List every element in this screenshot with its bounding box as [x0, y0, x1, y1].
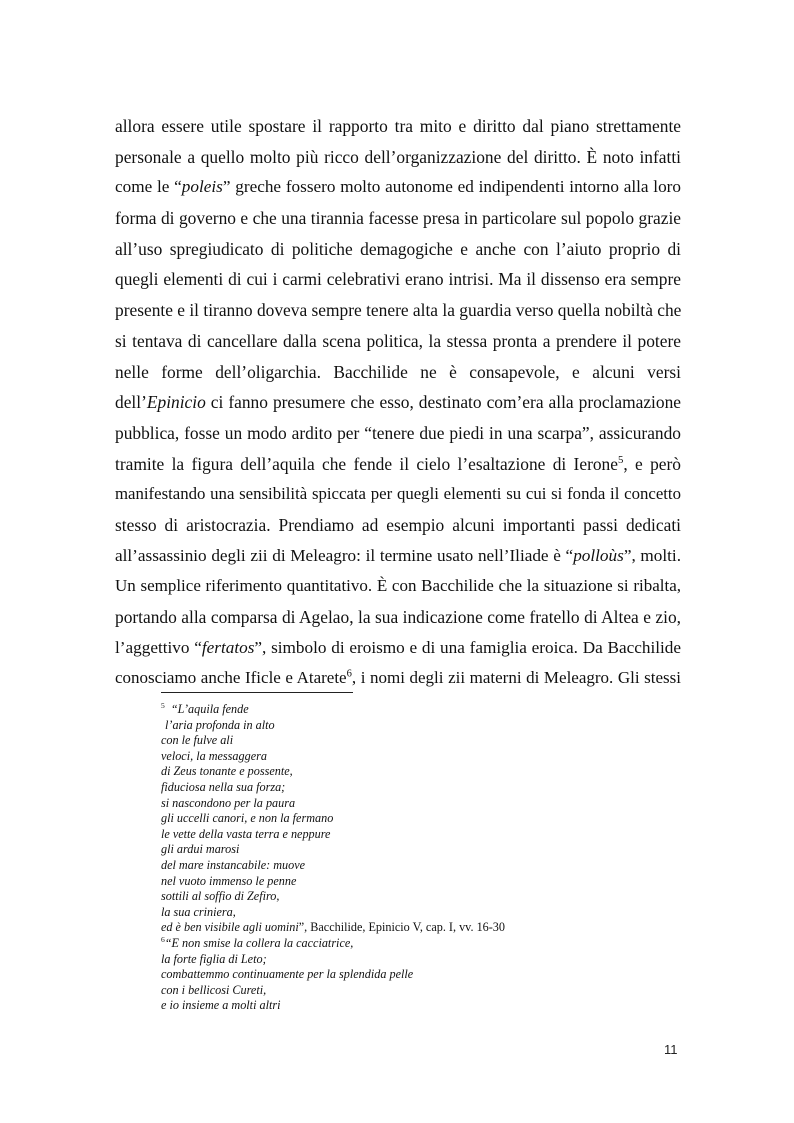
text-line: [115, 663, 681, 694]
text-line: [115, 142, 681, 173]
footnote-citation: ”, Bacchilide, Epinicio V, cap. I, vv. 16-30: [298, 920, 505, 935]
text-span: , e però: [623, 453, 681, 474]
page-number: 11: [664, 1042, 678, 1057]
text-span: all’uso spregiudicato di politiche demagogiche e anche con l’aiuto proprio di: [115, 238, 681, 259]
footnote-line: [161, 936, 681, 952]
footnote-line: fiduciosa nella sua forza;: [161, 779, 286, 794]
footnote-text: “L’aquila fende: [170, 702, 249, 716]
text-span: personale a quello molto più ricco dell’organizzazione del diritto. È noto infatti: [115, 146, 681, 167]
footnote-line: sottili al soffio di Zefiro,: [161, 889, 280, 904]
footnote-line: [161, 702, 681, 718]
text-line: [115, 203, 681, 234]
footnote-separator: [161, 692, 353, 693]
footnote-line: la forte figlia di Leto;: [161, 951, 267, 966]
text-line: [115, 541, 681, 572]
text-span: ci fanno presumere che esso, destinato com’era alla proclamazione: [205, 392, 681, 413]
footnote-ref[interactable]: 6: [346, 668, 352, 680]
italic-term: poleis: [181, 177, 223, 197]
footnotes-block: [161, 702, 681, 1014]
italic-term: fertatos: [201, 637, 255, 657]
footnote-line: si nascondono per la paura: [161, 795, 296, 810]
text-span: l’aggettivo “: [115, 637, 202, 657]
footnote-line: l’aria profonda in alto: [165, 717, 275, 732]
text-span: tramite la figura dell’aquila che fende il cielo l’esaltazione di Ierone: [115, 453, 618, 474]
text-span: presente e il tiranno doveva sempre tenere alta la guardia verso quella nobiltà che: [115, 300, 682, 321]
text-span: dell’: [115, 392, 147, 413]
text-line: [115, 510, 681, 541]
text-line: [115, 418, 681, 449]
text-span: conosciamo anche Ificle e Atarete: [115, 668, 347, 688]
text-line: [115, 387, 681, 418]
footnote-number: 6: [161, 934, 165, 944]
footnote-line: e io insieme a molti altri: [161, 998, 281, 1013]
footnote-line: combattemmo continuamente per la splendida pelle: [161, 967, 414, 982]
text-line: [115, 633, 681, 664]
text-span: ”, molti.: [623, 545, 682, 565]
text-span: all’assassinio degli zii di Meleagro: il termine usato nell’Iliade è “: [115, 545, 574, 565]
footnote-line: gli uccelli canori, e non la fermano: [161, 811, 334, 826]
text-line: [115, 234, 681, 265]
main-text-block: [115, 111, 681, 694]
text-span: , i nomi degli zii materni di Meleagro. Gli stessi: [351, 668, 681, 688]
text-span: allora essere utile spostare il rapporto tra mito e diritto dal piano strettamente: [115, 116, 681, 136]
italic-term: Epinicio: [146, 392, 206, 413]
footnote-line: veloci, la messaggera: [161, 748, 267, 763]
footnote-text: “E non smise la collera la cacciatrice,: [164, 935, 354, 950]
text-line: [115, 479, 681, 510]
text-span: forma di governo e che una tirannia facesse presa in particolare sul popolo grazie: [115, 208, 681, 229]
text-line: [115, 264, 681, 295]
italic-term: polloùs: [573, 545, 624, 565]
text-line: [115, 357, 681, 388]
text-line: [115, 326, 681, 357]
text-span: pubblica, fosse un modo ardito per “tenere due piedi in una scarpa”, assicurando: [115, 422, 681, 443]
text-span: ” greche fossero molto autonome ed indipendenti intorno alla loro: [222, 177, 681, 197]
text-span: stesso di aristocrazia. Prendiamo ad esempio alcuni importanti passi dedicati: [115, 514, 681, 535]
footnote-text: ed è ben visibile agli uomini: [161, 920, 299, 935]
text-line: [115, 449, 681, 480]
text-span: quegli elementi di cui i carmi celebrativi erano intrisi. Ma il dissenso era sempre: [115, 269, 681, 290]
text-span: portando alla comparsa di Agelao, la sua indicazione come fratello di Altea e zio,: [115, 607, 681, 627]
text-line: [115, 571, 681, 602]
footnote-line: nel vuoto immenso le penne: [161, 873, 297, 888]
footnote-line: la sua criniera,: [161, 904, 236, 919]
text-span: si tentava di cancellare dalla scena politica, la stessa pronta a prendere il potere: [115, 330, 681, 351]
footnote-line: con le fulve ali: [161, 733, 234, 748]
footnote-line: [161, 920, 681, 936]
footnote-ref[interactable]: 5: [617, 453, 624, 466]
footnote-line: gli ardui marosi: [161, 842, 240, 857]
text-span: nelle forme dell’oligarchia. Bacchilide ne è consapevole, e alcuni versi: [115, 361, 681, 382]
text-line: [115, 295, 681, 326]
footnote-line: del mare instancabile: muove: [161, 857, 306, 872]
text-span: come le “: [115, 177, 182, 197]
text-line: [115, 602, 681, 633]
footnote-line: le vette della vasta terra e neppure: [161, 826, 331, 841]
text-span: manifestando una sensibilità spiccata per quegli elementi su cui si fonda il concetto: [115, 484, 681, 504]
footnote-line: di Zeus tonante e possente,: [161, 764, 293, 779]
text-line: [115, 111, 681, 142]
text-span: Un semplice riferimento quantitativo. È con Bacchilide che la situazione si ribalta,: [115, 576, 681, 596]
footnote-line: con i bellicosi Cureti,: [161, 982, 267, 997]
text-line: [115, 172, 681, 203]
footnote-number: 5: [161, 700, 165, 710]
text-span: ”, simbolo di eroismo e di una famiglia eroica. Da Bacchilide: [254, 637, 681, 657]
